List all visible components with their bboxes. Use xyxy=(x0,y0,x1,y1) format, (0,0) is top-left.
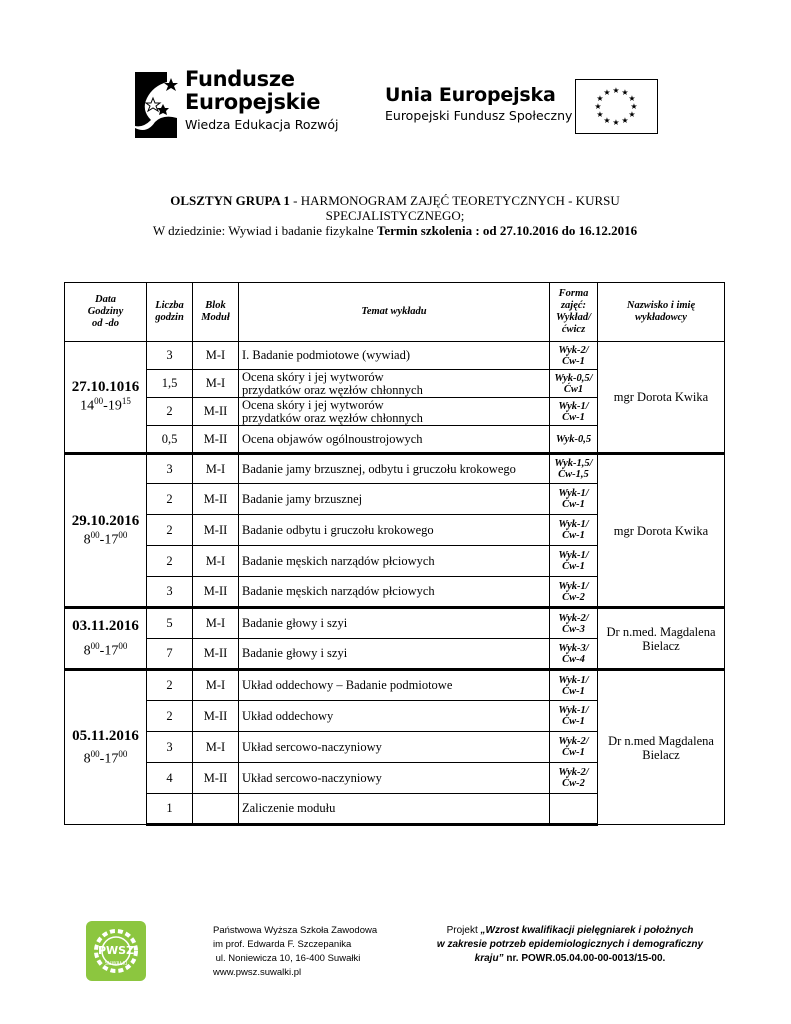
topic-cell: Układ sercowo-naczyniowy xyxy=(239,732,550,763)
date-value: 03.11.2016 xyxy=(72,617,139,634)
form-cell xyxy=(550,794,598,825)
school-street: ul. Noniewicza 10, 16-400 Suwałki xyxy=(213,953,361,964)
school-patron: im prof. Edwarda F. Szczepanika xyxy=(213,939,352,950)
module-cell: M-I xyxy=(193,454,239,484)
form-cell: Wyk-2/ Ćw-1 xyxy=(550,342,598,370)
ue-subtitle: Europejski Fundusz Społeczny xyxy=(385,108,573,123)
form-cell: Wyk-1,5/ Ćw-1,5 xyxy=(550,454,598,484)
fe-name-line1: Fundusze xyxy=(185,67,295,91)
fe-emblem-icon xyxy=(133,68,179,140)
topic-cell: I. Badanie podmiotowe (wywiad) xyxy=(239,342,550,370)
lecturer-cell: Dr n.med Magdalena Bielacz xyxy=(598,670,725,825)
heading-line2: SPECJALISTYCZNEGO; xyxy=(325,208,465,223)
table-row xyxy=(65,342,725,370)
hours-cell: 7 xyxy=(147,639,193,670)
form-cell: Wyk-0,5 xyxy=(550,426,598,454)
ue-title: Unia Europejska xyxy=(385,84,556,106)
topic-cell: Układ oddechowy – Badanie podmiotowe xyxy=(239,670,550,701)
module-cell: M-I xyxy=(193,608,239,639)
pwsz-logo-text: PWSZ xyxy=(97,944,135,957)
module-cell: M-I xyxy=(193,370,239,398)
table-header-row xyxy=(65,283,725,342)
svg-text:★: ★ xyxy=(621,116,629,125)
lecturer-cell: mgr Dorota Kwika xyxy=(598,342,725,454)
hours-cell: 1 xyxy=(147,794,193,825)
hours-cell: 2 xyxy=(147,670,193,701)
svg-text:★: ★ xyxy=(630,102,638,111)
hours-cell: 2 xyxy=(147,515,193,546)
school-address xyxy=(213,924,377,980)
header-form: Forma zajęć: Wykład/ ćwicz xyxy=(550,283,598,342)
eu-flag-icon xyxy=(575,79,658,134)
group-title: OLSZTYN GRUPA 1 xyxy=(170,193,290,208)
form-cell: Wyk-3/ Ćw-4 xyxy=(550,639,598,670)
svg-text:★: ★ xyxy=(596,110,604,119)
form-cell: Wyk-1/ Ćw-1 xyxy=(550,398,598,426)
hours-cell: 0,5 xyxy=(147,426,193,454)
topic-cell: Układ oddechowy xyxy=(239,701,550,732)
pwsz-logo xyxy=(86,921,146,981)
svg-text:★: ★ xyxy=(603,88,611,97)
form-cell: Wyk-1/ Ćw-1 xyxy=(550,515,598,546)
svg-text:★: ★ xyxy=(612,118,620,127)
time-range: $8^{00}-17^{00}$ xyxy=(83,529,128,548)
topic-cell: Badanie jamy brzusznej, odbytu i gruczołu krokowego xyxy=(239,454,550,484)
module-cell: M-II xyxy=(193,484,239,515)
time-range: $8^{00}-17^{00}$ xyxy=(83,748,128,767)
date-value: 27.10.1016 xyxy=(71,379,140,396)
form-cell: Wyk-2/ Ćw-3 xyxy=(550,608,598,639)
form-cell: Wyk-2/ Ćw-2 xyxy=(550,763,598,794)
hours-cell: 3 xyxy=(147,454,193,484)
form-cell: Wyk-1/ Ćw-2 xyxy=(550,577,598,608)
hours-cell: 4 xyxy=(147,763,193,794)
date-cell xyxy=(65,608,147,670)
svg-text:★: ★ xyxy=(603,116,611,125)
topic-cell: Badanie głowy i szyi xyxy=(239,639,550,670)
header-lecturer: Nazwisko i imię wykładowcy xyxy=(598,283,725,342)
topic-cell: Badanie odbytu i gruczołu krokowego xyxy=(239,515,550,546)
heading-field: W dziedzinie: Wywiad i badanie fizykalne xyxy=(152,223,377,238)
project-number: nr. POWR.05.04.00-00-0013/15-00. xyxy=(503,953,666,964)
topic-cell: Ocena skóry i jej wytworów przydatków oraz węzłów chłonnych xyxy=(239,370,550,398)
form-cell: Wyk-2/ Ćw-1 xyxy=(550,732,598,763)
heading-term: Termin szkolenia : od 27.10.2016 do 16.12.2016 xyxy=(376,223,638,238)
module-cell: M-II xyxy=(193,763,239,794)
svg-text:★: ★ xyxy=(621,88,629,97)
project-info xyxy=(410,924,730,966)
module-cell: M-I xyxy=(193,732,239,763)
svg-text:★: ★ xyxy=(612,86,620,95)
module-cell xyxy=(193,794,239,825)
topic-cell: Ocena skóry i jej wytworów przydatków oraz węzłów chłonnych xyxy=(239,398,550,426)
hours-cell: 3 xyxy=(147,732,193,763)
date-cell xyxy=(65,454,147,608)
project-title-line2: w zakresie potrzeb epidemiologicznych i demograficzny xyxy=(436,939,704,950)
heading-line1: - HARMONOGRAM ZAJĘĆ TEORETYCZNYCH - KURSU xyxy=(289,193,620,208)
topic-cell: Ocena objawów ogólnoustrojowych xyxy=(239,426,550,454)
topic-cell: Zaliczenie modułu xyxy=(239,794,550,825)
table-row xyxy=(65,454,725,484)
project-title-line3: kraju” xyxy=(474,953,504,964)
module-cell: M-II xyxy=(193,701,239,732)
lecturer-cell: mgr Dorota Kwika xyxy=(598,454,725,608)
module-cell: M-II xyxy=(193,398,239,426)
time-range: $8^{00}-17^{00}$ xyxy=(83,640,128,659)
svg-text:★: ★ xyxy=(628,110,636,119)
module-cell: M-I xyxy=(193,342,239,370)
fe-name-line2: Europejskie xyxy=(185,90,321,114)
module-cell: M-II xyxy=(193,577,239,608)
form-cell: Wyk-0,5/ Ćw1 xyxy=(550,370,598,398)
svg-text:★: ★ xyxy=(594,102,602,111)
date-value: 29.10.2016 xyxy=(71,512,140,529)
module-cell: M-II xyxy=(193,639,239,670)
project-prefix: Projekt xyxy=(446,925,481,936)
topic-cell: Badanie męskich narządów płciowych xyxy=(239,546,550,577)
school-website: www.pwsz.suwalki.pl xyxy=(213,967,302,978)
header-hours: Liczba godzin xyxy=(147,283,193,342)
form-cell: Wyk-1/ Ćw-1 xyxy=(550,484,598,515)
form-cell: Wyk-1/ Ćw-1 xyxy=(550,670,598,701)
form-cell: Wyk-1/ Ćw-1 xyxy=(550,546,598,577)
document-heading xyxy=(80,193,710,238)
hours-cell: 2 xyxy=(147,546,193,577)
topic-cell: Badanie jamy brzusznej xyxy=(239,484,550,515)
module-cell: M-II xyxy=(193,426,239,454)
date-cell xyxy=(65,342,147,454)
schedule-table xyxy=(64,282,725,826)
hours-cell: 3 xyxy=(147,577,193,608)
date-cell xyxy=(65,670,147,825)
hours-cell: 3 xyxy=(147,342,193,370)
pwsz-logo-subtext: SUWAŁKI xyxy=(104,961,128,967)
lecturer-cell: Dr n.med. Magdalena Bielacz xyxy=(598,608,725,670)
table-row xyxy=(65,670,725,701)
schedule-body xyxy=(65,342,725,825)
module-cell: M-II xyxy=(193,515,239,546)
topic-cell: Badanie głowy i szyi xyxy=(239,608,550,639)
header-date: Data Godziny od -do xyxy=(65,283,147,342)
header-module: Blok Moduł xyxy=(193,283,239,342)
hours-cell: 2 xyxy=(147,701,193,732)
svg-text:★: ★ xyxy=(596,94,604,103)
school-name: Państwowa Wyższa Szkoła Zawodowa xyxy=(213,925,378,936)
project-title-line1: „Wzrost kwalifikacji pielęgniarek i położnych xyxy=(480,925,694,936)
hours-cell: 2 xyxy=(147,398,193,426)
unia-europejska-logo-text xyxy=(385,84,572,126)
fundusze-europejskie-logo xyxy=(133,68,343,140)
table-row xyxy=(65,608,725,639)
form-cell: Wyk-1/ Ćw-1 xyxy=(550,701,598,732)
svg-text:★: ★ xyxy=(628,94,636,103)
hours-cell: 1,5 xyxy=(147,370,193,398)
topic-cell: Badanie męskich narządów płciowych xyxy=(239,577,550,608)
header-topic: Temat wykładu xyxy=(239,283,550,342)
hours-cell: 5 xyxy=(147,608,193,639)
fe-subtitle: Wiedza Edukacja Rozwój xyxy=(185,117,339,132)
hours-cell: 2 xyxy=(147,484,193,515)
topic-cell: Układ sercowo-naczyniowy xyxy=(239,763,550,794)
time-range: $14^{00}-19^{15}$ xyxy=(80,396,131,414)
date-value: 05.11.2016 xyxy=(72,727,139,744)
module-cell: M-I xyxy=(193,670,239,701)
module-cell: M-I xyxy=(193,546,239,577)
